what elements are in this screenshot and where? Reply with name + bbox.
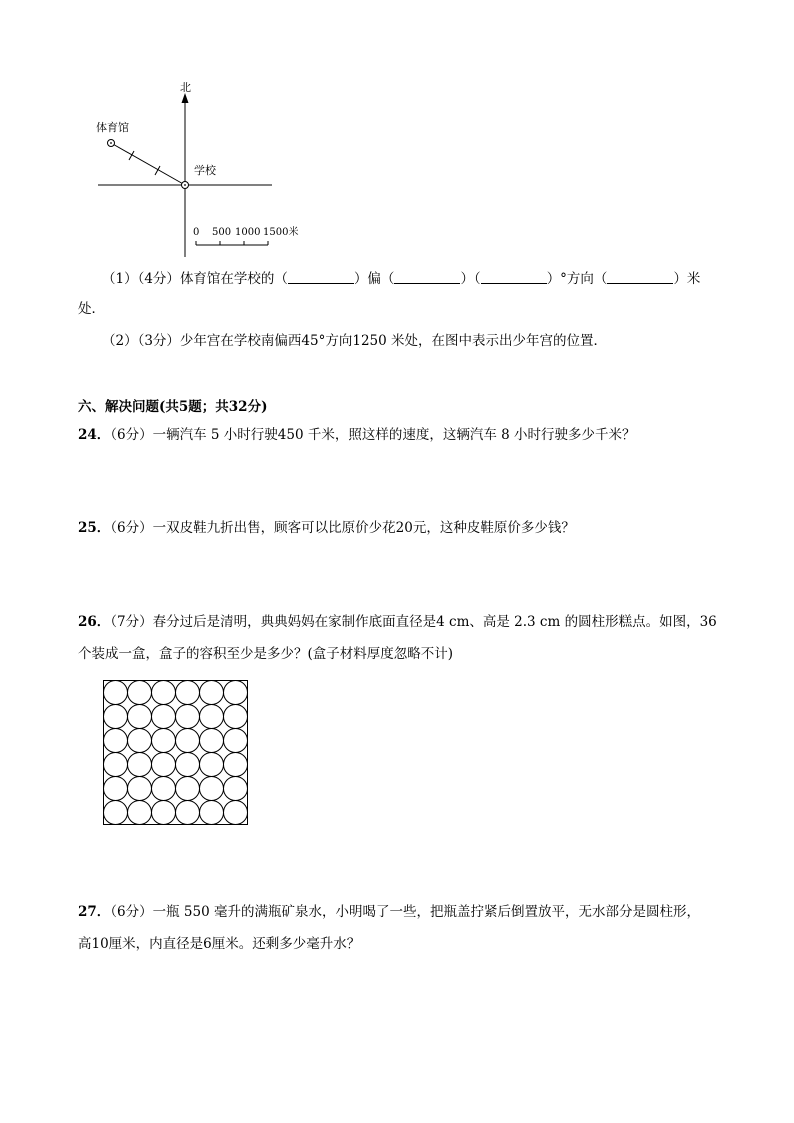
cake-circle xyxy=(128,753,152,777)
cake-circle xyxy=(104,705,128,729)
gym-label: 体育馆 xyxy=(96,121,129,134)
q23-part1-num: （1）（4分） xyxy=(102,271,180,287)
q23-part1-tail: 处． xyxy=(78,301,105,317)
question-24 xyxy=(78,426,636,444)
cake-circle xyxy=(152,753,176,777)
q23-part1-text-a: 体育馆在学校的（ xyxy=(179,271,288,287)
question-number: 26． xyxy=(78,614,111,630)
question-text: （6分）一辆汽车 5 小时行驶450 千米，照这样的速度，这辆汽车 8 小时行驶多少千米？ xyxy=(110,427,636,443)
cake-circle xyxy=(200,801,224,825)
question-26 xyxy=(78,613,717,631)
section-title: 六、解决问题(共5题；共32分) xyxy=(78,399,268,415)
cake-circle xyxy=(176,801,200,825)
cake-circle xyxy=(176,705,200,729)
north-arrow-icon xyxy=(182,93,189,103)
cake-circle xyxy=(200,729,224,753)
cake-circle xyxy=(128,681,152,705)
scale-label: 1500米 xyxy=(263,227,299,238)
cake-circle xyxy=(176,729,200,753)
q23-part1-text-e: ）米 xyxy=(673,271,701,287)
cake-circle xyxy=(224,753,248,777)
question-text: （7分）春分过后是清明，典典妈妈在家制作底面直径是4 cm、高是 2.3 cm 的圆柱形糕点。如图，36 xyxy=(110,614,717,630)
q23-part2: （2）（3分）少年宫在学校南偏西45°方向1250 米处，在图中表示出少年宫的位置． xyxy=(102,333,608,349)
question-26-line2: 个装成一盒，盒子的容积至少是多少？(盒子材料厚度忽略不计) xyxy=(78,646,454,662)
cake-circle xyxy=(200,681,224,705)
answer-blank[interactable] xyxy=(288,270,354,284)
cake-circle xyxy=(152,729,176,753)
cake-circle xyxy=(152,801,176,825)
cake-circle xyxy=(128,801,152,825)
question-number: 27． xyxy=(78,904,111,920)
question-number: 24． xyxy=(78,427,111,443)
cake-circle xyxy=(104,753,128,777)
cake-circle xyxy=(176,777,200,801)
scale-label: 1000 xyxy=(235,227,261,238)
cake-circle xyxy=(176,753,200,777)
cake-circle xyxy=(200,753,224,777)
cake-circle xyxy=(200,777,224,801)
cake-circle xyxy=(128,729,152,753)
cake-circle xyxy=(224,681,248,705)
question-text: （6分）一双皮鞋九折出售，顾客可以比原价少花20元，这种皮鞋原价多少钱？ xyxy=(110,520,575,536)
cake-circle xyxy=(224,801,248,825)
cake-circle xyxy=(104,681,128,705)
cake-box-figure xyxy=(103,680,249,826)
cake-circle xyxy=(176,681,200,705)
cake-circle xyxy=(152,777,176,801)
cake-circle xyxy=(152,681,176,705)
cake-circle xyxy=(224,729,248,753)
school-label: 学校 xyxy=(194,164,216,177)
cake-circle xyxy=(128,777,152,801)
answer-blank[interactable] xyxy=(394,270,460,284)
question-text: （6分）一瓶 550 毫升的满瓶矿泉水，小明喝了一些，把瓶盖拧紧后倒置放平，无水部分是圆柱形， xyxy=(110,904,700,920)
question-number: 25． xyxy=(78,520,111,536)
cake-circle xyxy=(104,801,128,825)
cake-circle xyxy=(224,777,248,801)
q23-part1-text-c: ）（ xyxy=(460,271,481,287)
gym-school-line xyxy=(111,143,185,185)
cake-circle xyxy=(104,777,128,801)
answer-blank[interactable] xyxy=(481,270,547,284)
school-marker-dot xyxy=(184,184,186,186)
direction-diagram xyxy=(80,75,320,265)
q23-part1-text-d: ）°方向（ xyxy=(546,271,608,287)
cake-circle xyxy=(128,705,152,729)
scale-label: 0 xyxy=(193,227,200,238)
cake-circle xyxy=(200,705,224,729)
q23-part1-line xyxy=(102,270,700,288)
north-label: 北 xyxy=(180,81,191,94)
scale-label: 500 xyxy=(212,227,232,238)
q23-part1-text-b: ）偏（ xyxy=(353,271,395,287)
question-25 xyxy=(78,519,575,537)
answer-blank[interactable] xyxy=(607,270,673,284)
cake-circle xyxy=(104,729,128,753)
gym-marker-dot xyxy=(110,142,112,144)
cake-circle xyxy=(224,705,248,729)
question-27-line2: 高10厘米，内直径是6厘米。还剩多少毫升水？ xyxy=(78,936,361,952)
cake-circle xyxy=(152,705,176,729)
question-27 xyxy=(78,903,700,921)
box-outline xyxy=(104,681,248,825)
